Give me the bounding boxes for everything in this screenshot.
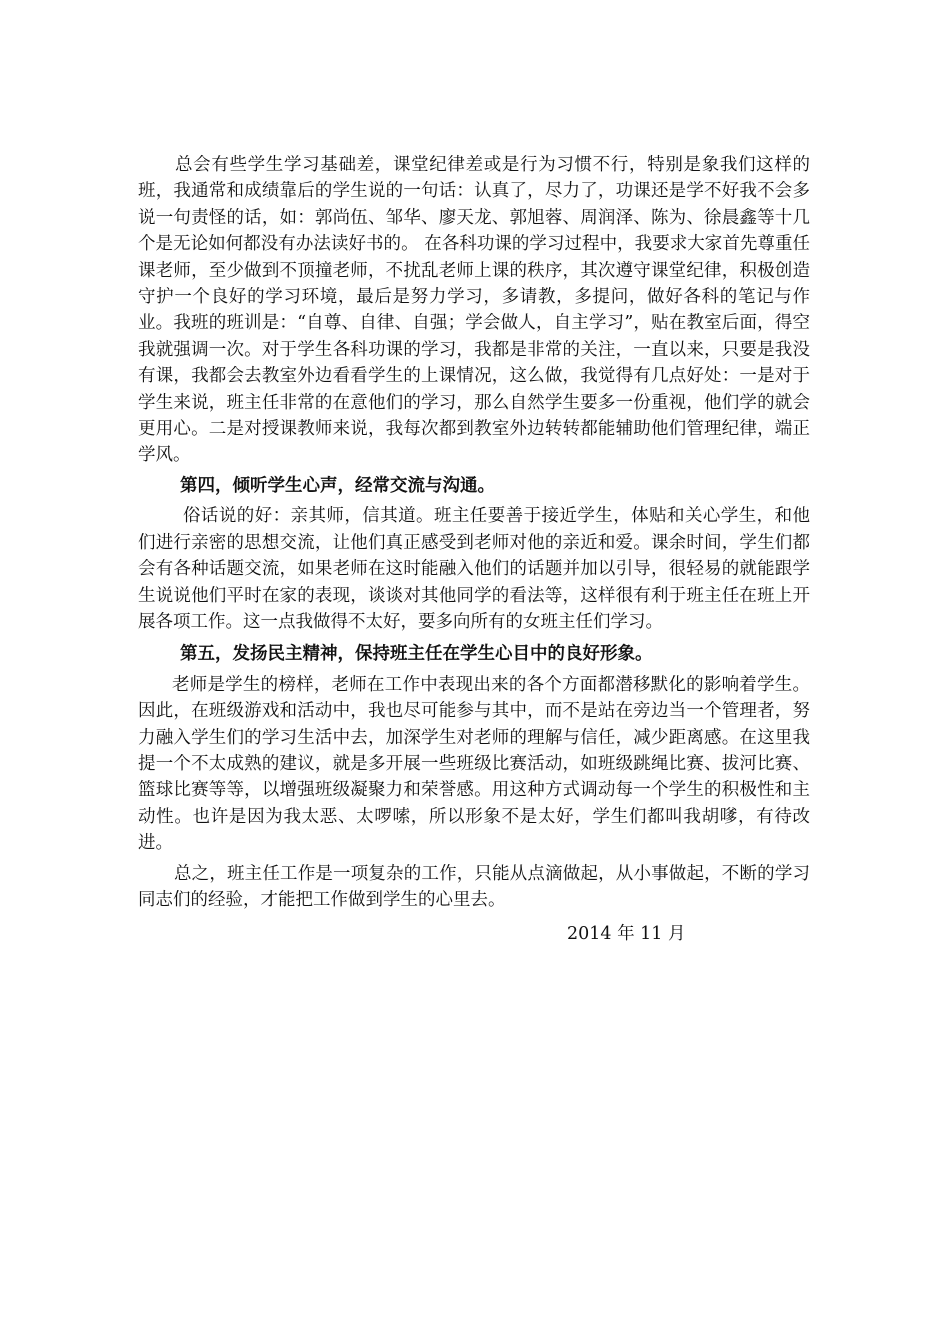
paragraph-conclusion: 总之，班主任工作是一项复杂的工作，只能从点滴做起，从小事做起，不断的学习同志们的经验，才能把工作做到学生的心里去。 (138, 863, 810, 910)
paragraph-learning-discipline: 总会有些学生学习基础差，课堂纪律差或是行为习惯不行，特别是象我们这样的班，我通常和成绩靠后的学生说的一句话：认真了，尽力了，功课还是学不好我不会多说一句责怪的话，如：郭尚伍、邹华、廖天龙、郭旭蓉、周润泽、陈为、徐晨鑫等十几个是无论如何都没有办法读好书的。 在各科功课的学习过程中，我要求大家首先尊重任课老师，至少做到不顶撞老师，不扰乱老师上课的秩序，其次遵守课堂纪律，积极创造守护一个良好的学习环境，最后是努力学习，多请教，多提问，做好各科的笔记与作业。我班的班训是：“自尊、自律、自强；学会做人，自主学习”，贴在教室后面，得空我就强调一次。对于学生各科功课的学习，我都是非常的关注，一直以来，只要是我没有课，我都会去教室外边看看学生的上课情况，这么做，我觉得有几点好处：一是对于学生来说，班主任非常的在意他们的学习，那么自然学生要多一份重视，他们学的就会更用心。二是对授课教师来说，我每次都到教室外边转转都能辅助他们管理纪律，端正学风。 (138, 155, 810, 466)
document-body (138, 152, 810, 913)
section-heading-five: 第五，发扬民主精神，保持班主任在学生心目中的良好形象。 (180, 644, 653, 665)
paragraph-democracy-image: 老师是学生的榜样，老师在工作中表现出来的各个方面都潜移默化的影响着学生。因此，在班级游戏和活动中，我也尽可能参与其中，而不是站在旁边当一个管理者，努力融入学生们的学习生活中去，加深学生对老师的理解与信任，减少距离感。在这里我提一个不太成熟的建议，就是多开展一些班级比赛活动，如班级跳绳比赛、拔河比赛、篮球比赛等等，以增强班级凝聚力和荣誉感。用这种方式调动每一个学生的积极性和主动性。也许是因为我太恶、太啰嗦，所以形象不是太好，学生们都叫我胡嗲，有待改进。 (138, 674, 810, 854)
document-date: 2014 年 11 月 (567, 924, 686, 944)
paragraph-communication: 俗话说的好：亲其师，信其道。班主任要善于接近学生，体贴和关心学生，和他们进行亲密的思想交流，让他们真正感受到老师对他的亲近和爱。课余时间，学生们都会有各种话题交流，如果老师在这时能融入他们的话题并加以引导，很轻易的就能跟学生说说他们平时在家的表现，谈谈对其他同学的看法等，这样很有利于班主任在班上开展各项工作。这一点我做得不太好，要多向所有的女班主任们学习。 (138, 506, 810, 632)
section-heading-four: 第四，倾听学生心声，经常交流与沟通。 (180, 475, 495, 496)
